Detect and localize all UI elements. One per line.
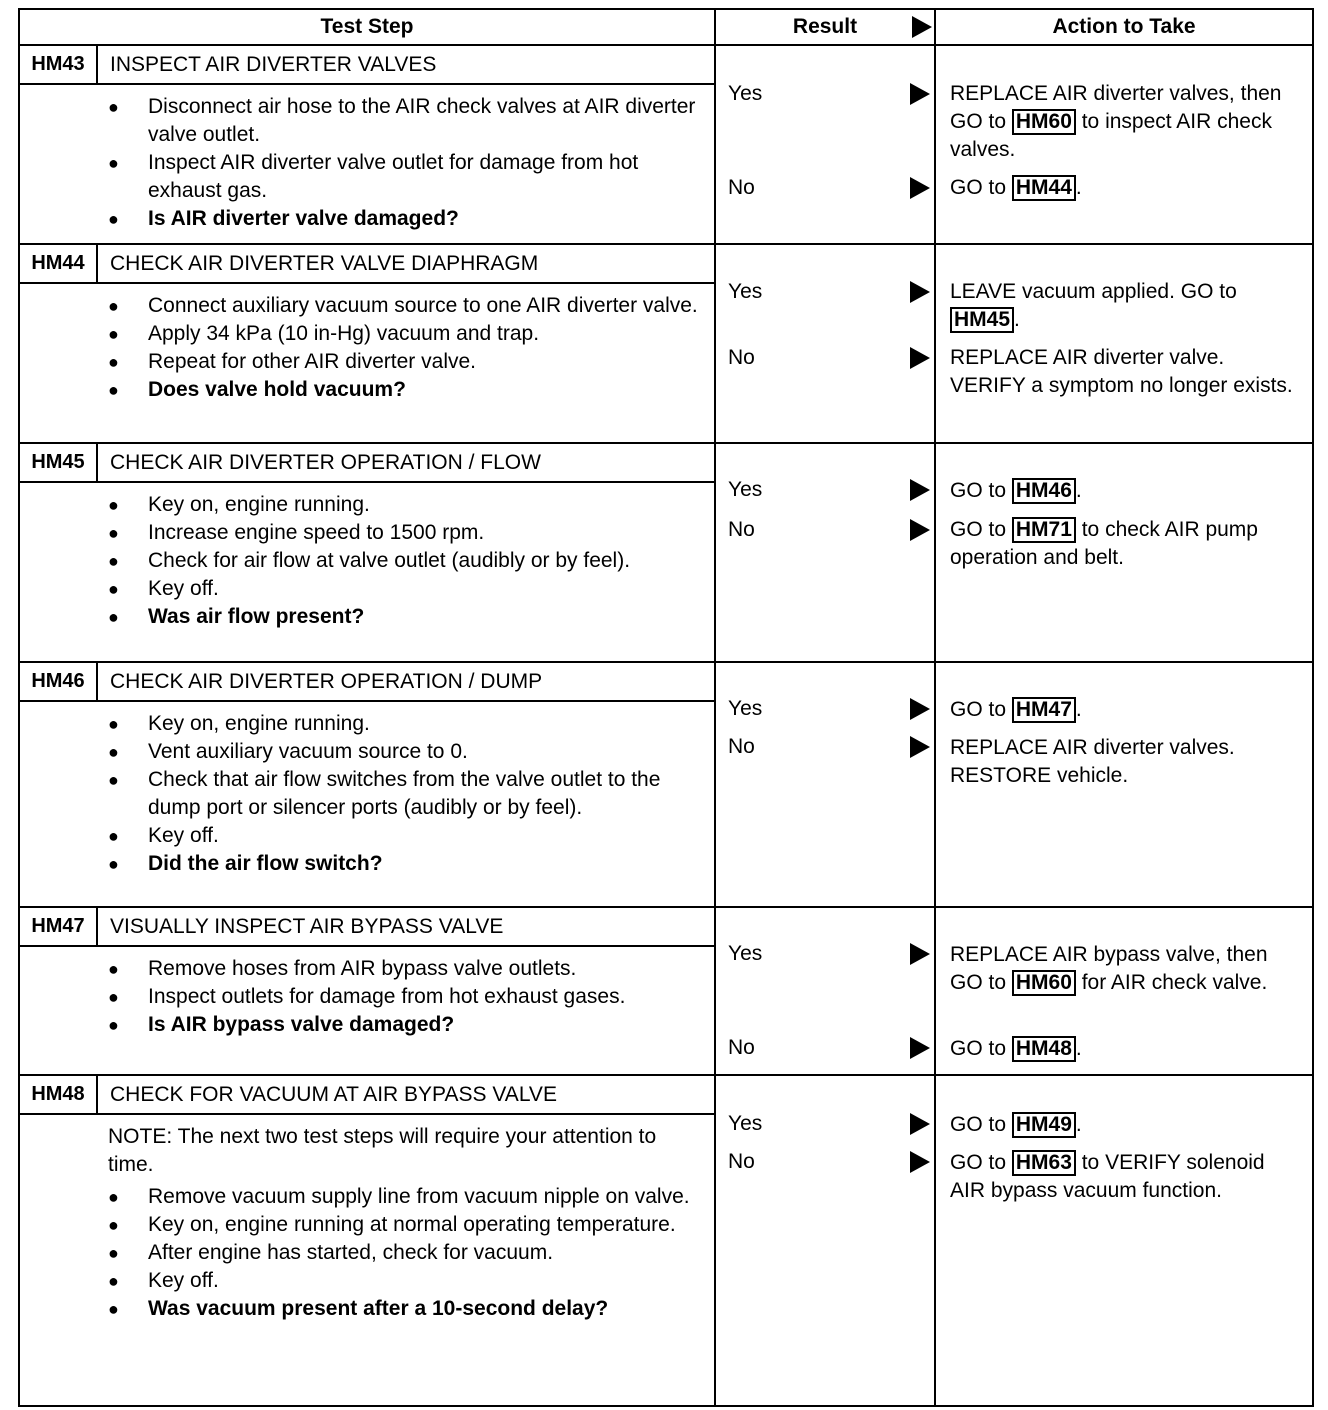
list-item: ● Increase engine speed to 1500 rpm. — [108, 519, 704, 547]
step-header — [20, 46, 714, 85]
action-text: GO to — [950, 479, 1012, 502]
test-question: ● Was vacuum present after a 10-second delay? — [108, 1295, 704, 1323]
result-label: No — [728, 1150, 755, 1173]
test-question: ● Was air flow present? — [108, 603, 704, 631]
result-label: No — [728, 346, 755, 369]
step-reference-link[interactable]: HM48 — [1012, 1036, 1076, 1062]
result-label: No — [728, 518, 755, 541]
result-yes — [728, 82, 762, 106]
result-yes — [728, 280, 762, 304]
action-text-tail: for AIR check valve. — [1075, 971, 1268, 994]
action-no — [950, 516, 1304, 572]
list-item: ● Key off. — [108, 822, 704, 850]
action-cell — [935, 45, 1313, 244]
step-header — [20, 245, 714, 284]
result-label: Yes — [728, 1112, 763, 1135]
step-cell — [19, 244, 715, 443]
step-bullet-list — [108, 1183, 704, 1323]
header-result-label: Result — [792, 15, 858, 38]
arrow-right-icon — [910, 519, 930, 541]
arrow-right-icon — [910, 698, 930, 720]
test-question: ● Is AIR diverter valve damaged? — [108, 205, 704, 233]
step-title: CHECK AIR DIVERTER VALVE DIAPHRAGM — [110, 251, 539, 275]
step-bullet-list — [108, 292, 704, 404]
arrow-right-icon — [910, 177, 930, 199]
step-cell — [19, 907, 715, 1075]
action-cell — [935, 1075, 1313, 1406]
result-cell — [715, 244, 935, 443]
result-label: Yes — [728, 697, 763, 720]
action-text-tail: . — [1075, 479, 1082, 502]
list-item: ● Key off. — [108, 575, 704, 603]
list-item: ● Disconnect air hose to the AIR check valves at AIR diverter valve outlet. — [108, 93, 704, 149]
step-id: HM43 — [20, 46, 98, 83]
header-action: Action to Take — [935, 9, 1313, 45]
step-cell — [19, 1075, 715, 1406]
list-item: ● Vent auxiliary vacuum source to 0. — [108, 738, 704, 766]
result-label: Yes — [728, 82, 763, 105]
step-reference-link[interactable]: HM47 — [1012, 697, 1076, 723]
action-no — [950, 1035, 1304, 1063]
list-item: ● Inspect AIR diverter valve outlet for damage from hot exhaust gas. — [108, 149, 704, 205]
list-item: ● Apply 34 kPa (10 in-Hg) vacuum and trap. — [108, 320, 704, 348]
step-body — [20, 85, 714, 243]
action-text: GO to — [950, 1151, 1012, 1174]
action-yes — [950, 696, 1304, 724]
action-text: REPLACE AIR diverter valves. RESTORE vehicle. — [950, 736, 1235, 787]
result-cell — [715, 907, 935, 1075]
result-yes — [728, 942, 762, 966]
action-text: REPLACE AIR bypass valve, then GO to — [950, 943, 1268, 994]
test-question: ● Does valve hold vacuum? — [108, 376, 704, 404]
arrow-right-icon — [912, 16, 932, 38]
list-item: ● After engine has started, check for vacuum. — [108, 1239, 704, 1267]
step-title: CHECK AIR DIVERTER OPERATION / FLOW — [110, 450, 541, 474]
action-text: GO to — [950, 518, 1012, 541]
result-cell — [715, 662, 935, 907]
list-item: ● Remove vacuum supply line from vacuum nipple on valve. — [108, 1183, 704, 1211]
action-text: GO to — [950, 1037, 1012, 1060]
step-note: NOTE: The next two test steps will require your attention to time. — [108, 1125, 657, 1176]
step-reference-link[interactable]: HM63 — [1012, 1150, 1076, 1176]
step-bullet-list — [108, 93, 704, 233]
action-cell — [935, 907, 1313, 1075]
result-label: No — [728, 735, 755, 758]
list-item: ● Remove hoses from AIR bypass valve outlets. — [108, 955, 704, 983]
header-result — [715, 9, 935, 45]
step-id: HM44 — [20, 245, 98, 282]
step-cell — [19, 662, 715, 907]
action-text: GO to — [950, 176, 1012, 199]
step-reference-link[interactable]: HM60 — [1012, 970, 1076, 996]
step-id: HM45 — [20, 444, 98, 481]
step-body — [20, 284, 714, 414]
action-text-tail: . — [1075, 176, 1082, 199]
step-title: CHECK FOR VACUUM AT AIR BYPASS VALVE — [110, 1082, 557, 1106]
result-no — [728, 1150, 755, 1174]
action-no — [950, 734, 1304, 790]
action-no — [950, 1149, 1304, 1205]
result-label: Yes — [728, 478, 763, 501]
action-cell — [935, 244, 1313, 443]
arrow-right-icon — [910, 736, 930, 758]
step-id: HM47 — [20, 908, 98, 945]
result-yes — [728, 1112, 762, 1136]
step-title: CHECK AIR DIVERTER OPERATION / DUMP — [110, 669, 543, 693]
list-item: ● Check that air flow switches from the valve outlet to the dump port or silencer ports (audibly or by feel). — [108, 766, 704, 822]
list-item: ● Key on, engine running. — [108, 710, 704, 738]
action-text-tail: . — [1075, 1113, 1082, 1136]
step-title: VISUALLY INSPECT AIR BYPASS VALVE — [110, 914, 504, 938]
action-yes — [950, 1111, 1304, 1139]
action-yes — [950, 80, 1304, 164]
step-bullet-list — [108, 491, 704, 631]
result-cell — [715, 45, 935, 244]
step-reference-link[interactable]: HM60 — [1012, 109, 1076, 135]
header-test-step: Test Step — [19, 9, 715, 45]
step-body — [20, 947, 714, 1049]
list-item: ● Repeat for other AIR diverter valve. — [108, 348, 704, 376]
action-text-tail: to inspect AIR check valves. — [950, 110, 1272, 161]
action-yes — [950, 278, 1304, 334]
action-text: REPLACE AIR diverter valve. VERIFY a symptom no longer exists. — [950, 346, 1293, 397]
action-text: GO to — [950, 1113, 1012, 1136]
list-item: ● Inspect outlets for damage from hot exhaust gases. — [108, 983, 704, 1011]
step-header — [20, 663, 714, 702]
action-text: GO to — [950, 698, 1012, 721]
result-label: Yes — [728, 280, 763, 303]
step-bullet-list — [108, 955, 704, 1039]
arrow-right-icon — [910, 479, 930, 501]
step-reference-link[interactable]: HM49 — [1012, 1112, 1076, 1138]
result-no — [728, 346, 755, 370]
test-question: ● Is AIR bypass valve damaged? — [108, 1011, 704, 1039]
step-cell — [19, 443, 715, 662]
table-row — [19, 244, 1313, 443]
list-item: ● Key off. — [108, 1267, 704, 1295]
step-reference-link[interactable]: HM46 — [1012, 478, 1076, 504]
arrow-right-icon — [910, 1151, 930, 1173]
step-header — [20, 908, 714, 947]
test-question: ● Did the air flow switch? — [108, 850, 704, 878]
action-text-tail: . — [1014, 308, 1020, 331]
result-label: No — [728, 1036, 755, 1059]
diagnostic-table — [18, 8, 1312, 1407]
table-row — [19, 45, 1313, 244]
list-item: ● Key on, engine running at normal operating temperature. — [108, 1211, 704, 1239]
result-no — [728, 735, 755, 759]
arrow-right-icon — [910, 83, 930, 105]
arrow-right-icon — [910, 347, 930, 369]
action-text: LEAVE vacuum applied. GO to — [950, 280, 1237, 303]
list-item: ● Check for air flow at valve outlet (audibly or by feel). — [108, 547, 704, 575]
table-header-row — [19, 9, 1313, 45]
result-label: No — [728, 176, 755, 199]
table-row — [19, 443, 1313, 662]
arrow-right-icon — [910, 1113, 930, 1135]
result-label: Yes — [728, 942, 763, 965]
list-item: ● Connect auxiliary vacuum source to one AIR diverter valve. — [108, 292, 704, 320]
step-id: HM46 — [20, 663, 98, 700]
step-cell — [19, 45, 715, 244]
action-text-tail: to VERIFY solenoid AIR bypass vacuum function. — [950, 1151, 1265, 1202]
arrow-right-icon — [910, 943, 930, 965]
action-text-tail: to check AIR pump operation and belt. — [950, 518, 1258, 569]
action-text-tail: . — [1075, 698, 1082, 721]
table-row — [19, 907, 1313, 1075]
test-step-table — [18, 8, 1314, 1407]
action-no — [950, 344, 1304, 400]
result-no — [728, 518, 755, 542]
action-cell — [935, 662, 1313, 907]
result-no — [728, 176, 755, 200]
arrow-right-icon — [910, 281, 930, 303]
step-bullet-list — [108, 710, 704, 878]
action-yes — [950, 941, 1304, 997]
result-yes — [728, 478, 762, 502]
result-no — [728, 1036, 755, 1060]
step-header — [20, 1076, 714, 1115]
result-cell — [715, 1075, 935, 1406]
step-header — [20, 444, 714, 483]
action-text-tail: . — [1075, 1037, 1082, 1060]
table-row — [19, 662, 1313, 907]
step-body — [20, 483, 714, 641]
step-body — [20, 702, 714, 888]
action-cell — [935, 443, 1313, 662]
arrow-right-icon — [910, 1037, 930, 1059]
table-row — [19, 1075, 1313, 1406]
action-no — [950, 174, 1304, 202]
step-reference-link[interactable]: HM45 — [950, 307, 1014, 333]
step-reference-link[interactable]: HM44 — [1012, 175, 1076, 201]
action-text: REPLACE AIR diverter valves, then GO to — [950, 82, 1282, 133]
result-yes — [728, 697, 762, 721]
result-cell — [715, 443, 935, 662]
step-body — [20, 1115, 714, 1333]
step-title: INSPECT AIR DIVERTER VALVES — [110, 52, 437, 76]
step-reference-link[interactable]: HM71 — [1012, 517, 1076, 543]
step-id: HM48 — [20, 1076, 98, 1113]
action-yes — [950, 477, 1304, 505]
list-item: ● Key on, engine running. — [108, 491, 704, 519]
